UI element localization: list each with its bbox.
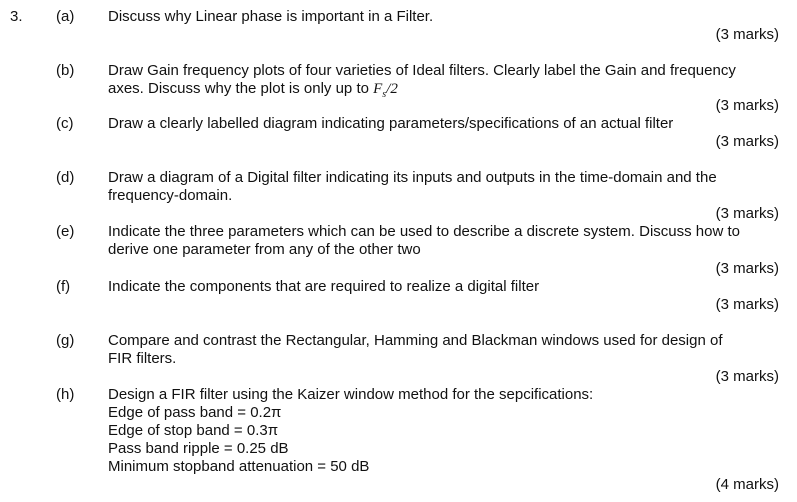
- part-h-line-1: Design a FIR filter using the Kaizer window method for the sepcifications:: [108, 386, 594, 403]
- part-d-line-1: Draw a diagram of a Digital filter indicating its inputs and outputs in the time-domain and the: [108, 169, 717, 186]
- part-b-line-2-text: axes. Discuss why the plot is only up to: [108, 80, 374, 97]
- part-b-line-2: [108, 80, 398, 103]
- part-g-marks: (3 marks): [715, 368, 779, 385]
- part-c-marks: (3 marks): [715, 133, 779, 150]
- part-h-line-5: Minimum stopband attenuation = 50 dB: [108, 458, 370, 475]
- part-h-line-2: Edge of pass band = 0.2π: [108, 404, 282, 421]
- part-g-line-2: FIR filters.: [108, 350, 177, 367]
- part-f-line-1: Indicate the components that are required to realize a digital filter: [108, 278, 540, 295]
- part-g-label: (g): [56, 332, 75, 349]
- part-f-label: (f): [56, 278, 71, 295]
- part-g-line-1: Compare and contrast the Rectangular, Hamming and Blackman windows used for design of: [108, 332, 723, 349]
- part-e-line-2: derive one parameter from any of the other two: [108, 241, 421, 258]
- part-f-marks: (3 marks): [715, 296, 779, 313]
- part-a-label: (a): [56, 8, 75, 25]
- part-d-label: (d): [56, 169, 75, 186]
- part-h-marks: (4 marks): [715, 476, 779, 493]
- part-h-label: (h): [56, 386, 75, 403]
- question-number: 3.: [10, 8, 23, 25]
- part-e-line-1: Indicate the three parameters which can be used to describe a discrete system. Discuss how to: [108, 223, 740, 240]
- part-b-line-1: Draw Gain frequency plots of four varieties of Ideal filters. Clearly label the Gain and frequency: [108, 62, 736, 79]
- part-d-line-2: frequency-domain.: [108, 187, 233, 204]
- part-e-label: (e): [56, 223, 75, 240]
- part-c-line-1: Draw a clearly labelled diagram indicating parameters/specifications of an actual filter: [108, 115, 674, 132]
- part-d-marks: (3 marks): [715, 205, 779, 222]
- part-a-line-1: Discuss why Linear phase is important in a Filter.: [108, 8, 434, 25]
- sampling-frequency-symbol: $F_s/2$: [373, 81, 398, 100]
- part-h-line-4: Pass band ripple = 0.25 dB: [108, 440, 289, 457]
- part-h-line-3: Edge of stop band = 0.3π: [108, 422, 279, 439]
- part-c-label: (c): [56, 115, 74, 132]
- part-a-marks: (3 marks): [715, 26, 779, 43]
- part-e-marks: (3 marks): [715, 260, 779, 277]
- part-b-marks: (3 marks): [715, 97, 779, 114]
- part-b-label: (b): [56, 62, 75, 79]
